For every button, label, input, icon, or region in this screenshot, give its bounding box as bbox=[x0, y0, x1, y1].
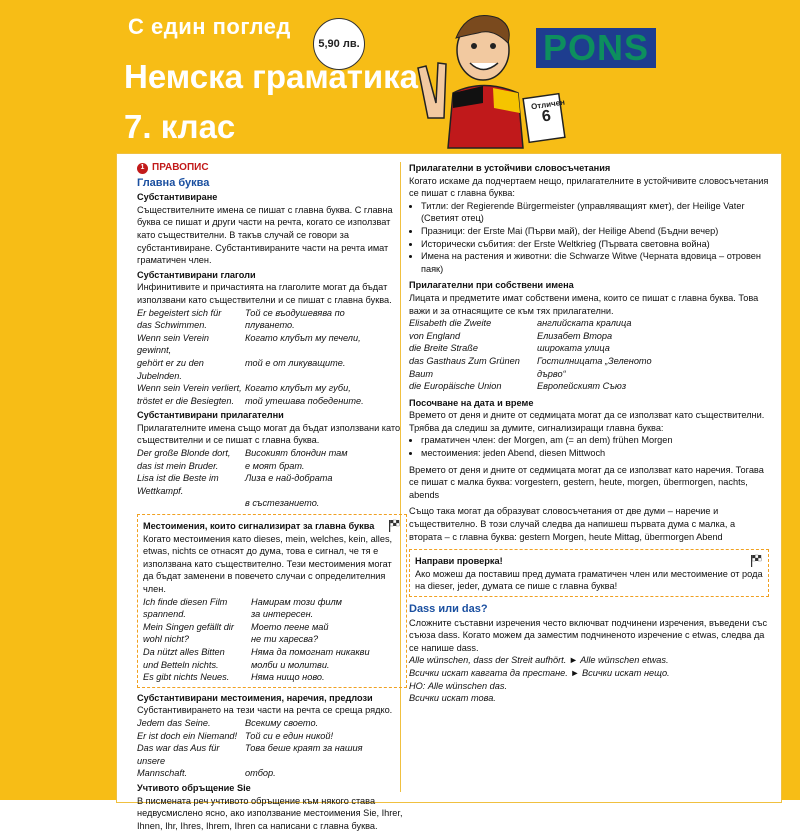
book-title: Немска граматика bbox=[124, 58, 418, 96]
example-translation: Европейският Съюз bbox=[537, 380, 769, 393]
example-translation: Когато клубът му печели, bbox=[245, 332, 407, 357]
check-box bbox=[409, 549, 769, 597]
header bbox=[0, 0, 800, 150]
example-row bbox=[137, 742, 407, 767]
example-row bbox=[137, 717, 407, 730]
example-translation: Намирам този филм bbox=[251, 596, 401, 609]
example-german: Baum bbox=[409, 368, 537, 381]
paragraph: Ако можеш да поставиш пред думата граматичен член или местоимение от рода на dieser, jeder, думата се пише с главна буква! bbox=[415, 568, 763, 593]
example-german: Da nützt alles Bitten bbox=[143, 646, 251, 659]
example-translation: английската кралица bbox=[537, 317, 769, 330]
box-title: Местоимения, които сигнализират за главна буква bbox=[143, 520, 401, 533]
example-german: Er begeistert sich für bbox=[137, 307, 245, 320]
example-translation: не ти харесва? bbox=[251, 633, 401, 646]
checkered-flag-icon bbox=[750, 554, 764, 568]
paragraph: Когато искаме да подчертаем нещо, прилагателните в устойчивите словосъчетания се пишат с главна буква: bbox=[409, 175, 769, 200]
topic-heading: Dass или das? bbox=[409, 603, 769, 616]
example-list bbox=[143, 596, 401, 684]
example-german: Er ist doch ein Niemand! bbox=[137, 730, 245, 743]
example-translation: Лиза е най-добрата bbox=[245, 472, 407, 497]
example-row bbox=[409, 380, 769, 393]
grade-card-number: 6 bbox=[541, 107, 552, 126]
example-row bbox=[409, 317, 769, 330]
example-translation: плуването. bbox=[245, 319, 407, 332]
example-translation: Няма да помогнат никакви bbox=[251, 646, 401, 659]
example-row bbox=[137, 332, 407, 357]
subheading: Субстантивирани прилагателни bbox=[137, 409, 407, 422]
example-translation: широката улица bbox=[537, 342, 769, 355]
price-badge: 5,90 лв. bbox=[313, 18, 365, 70]
example-row bbox=[143, 608, 401, 621]
example-german: das Schwimmen. bbox=[137, 319, 245, 332]
example-row bbox=[143, 621, 401, 634]
example-list bbox=[409, 317, 769, 393]
example-list bbox=[137, 307, 407, 408]
example-row bbox=[137, 447, 407, 460]
example-line: Всички искат това. bbox=[409, 692, 769, 705]
example-german: die Breite Straße bbox=[409, 342, 537, 355]
example-german: Ich finde diesen Film bbox=[143, 596, 251, 609]
paragraph: Също така могат да образуват словосъчетания от две думи – наречие и съществително. В този случай следва да напишеш първата дума с малка, а втората – с главна буква: gestern Morgen, heute Mittag, übermorgen Abend bbox=[409, 505, 769, 543]
example-translation: молби и молитви. bbox=[251, 659, 401, 672]
example-translation: Той си е един никой! bbox=[245, 730, 407, 743]
example-line: Всички искат кавгата да престане. ► Всички искат нещо. bbox=[409, 667, 769, 680]
pons-logo: PONS bbox=[536, 28, 656, 68]
example-row bbox=[143, 659, 401, 672]
example-translation: Това беше краят за нашия bbox=[245, 742, 407, 767]
example-german: und Betteln nichts. bbox=[143, 659, 251, 672]
example-german: Das war das Aus für unsere bbox=[137, 742, 245, 767]
paragraph: Времето от деня и дните от седмицата могат да се използват като наречия. Тогава се пишат с малка буква: vorgestern, gestern, heute, morgen, übermorgen, nachts, abends bbox=[409, 464, 769, 502]
example-row bbox=[137, 382, 407, 395]
paragraph: Лицата и предметите имат собствени имена, които се пишат с главна буква. Това важи и за отнасящите се към тях прилагателни. bbox=[409, 292, 769, 317]
example-row bbox=[137, 319, 407, 332]
example-row bbox=[137, 307, 407, 320]
list-item: • Празници: der Erste Mai (Първи май), der Heilige Abend (Бъдни вечер) bbox=[421, 225, 769, 238]
example-row bbox=[409, 368, 769, 381]
example-row bbox=[143, 633, 401, 646]
example-german: das ist mein Bruder. bbox=[137, 460, 245, 473]
example-german: Wenn sein Verein verliert, bbox=[137, 382, 245, 395]
example-german: wohl nicht? bbox=[143, 633, 251, 646]
example-german: Jedem das Seine. bbox=[137, 717, 245, 730]
list-item: • местоимения: jeden Abend, diesen Mittwoch bbox=[421, 447, 769, 460]
example-translation: Елизабет Втора bbox=[537, 330, 769, 343]
example-line: Alle wünschen, dass der Streit aufhört. ► Alle wünschen etwas. bbox=[409, 654, 769, 667]
section-title: ПРАВОПИС bbox=[152, 162, 209, 175]
example-translation: Моето пеене май bbox=[251, 621, 401, 634]
bullet-list bbox=[409, 200, 769, 276]
paragraph: Субстантивирането на тези части на речта се среща рядко. bbox=[137, 704, 407, 717]
example-translation: Гостилницата „Зеленото bbox=[537, 355, 769, 368]
list-item: • Титли: der Regierende Bürgermeister (управляващият кмет), der Heilige Vater (Светият отец) bbox=[421, 200, 769, 225]
subheading: Субстантивирани глаголи bbox=[137, 269, 407, 282]
subheading: Субстантивирани местоимения, наречия, предлози bbox=[137, 692, 407, 705]
list-item: • Исторически събития: der Erste Weltkrieg (Първата световна война) bbox=[421, 238, 769, 251]
example-translation: Всекиму своето. bbox=[245, 717, 407, 730]
paragraph: Инфинитивите и причастията на глаголите могат да бъдат използвани като съществителни и се пишат с главна буква. bbox=[137, 281, 407, 306]
example-translation: Той се въодушевява по bbox=[245, 307, 407, 320]
example-list bbox=[137, 717, 407, 780]
example-translation: той утешава победените. bbox=[245, 395, 407, 408]
example-german: tröstet er die Besiegten. bbox=[137, 395, 245, 408]
list-item: • Имена на растения и животни: die Schwarze Witwe (Черната вдовица – отровен паяк) bbox=[421, 250, 769, 275]
example-german: Es gibt nichts Neues. bbox=[143, 671, 251, 684]
checkered-flag-icon bbox=[388, 519, 402, 533]
subheading: Учтивото обръщение Sie bbox=[137, 782, 407, 795]
example-row bbox=[137, 460, 407, 473]
example-german: Mein Singen gefällt dir bbox=[143, 621, 251, 634]
example-row bbox=[137, 497, 407, 510]
paragraph: Прилагателните имена също могат да бъдат използвани като съществителни и се пишат с главна буква. bbox=[137, 422, 407, 447]
example-translation: е моят брат. bbox=[245, 460, 407, 473]
example-row bbox=[137, 357, 407, 382]
example-row bbox=[409, 355, 769, 368]
example-row bbox=[137, 472, 407, 497]
example-translation: Високият блондин там bbox=[245, 447, 407, 460]
paragraph: Когато местоимения като dieses, mein, welches, kein, alles, etwas, nichts се отнасят до дума, това е сигнал, че тя е използвана като съществително. Тези местоимения могат да бъдат заменени в повечето случаи с определителния член. bbox=[143, 533, 401, 596]
example-translation: дърво“ bbox=[537, 368, 769, 381]
example-german: gehört er zu den Jubelnden. bbox=[137, 357, 245, 382]
example-line: НО: Alle wünschen das. bbox=[409, 680, 769, 693]
paragraph: Съществителните имена се пишат с главна буква. С главна буква се пишат и други части на речта, когато се използват като съществителни. В такъв случай се говори за субстантивиране. Субстантивираните части на речта имат граматичен член. bbox=[137, 204, 407, 267]
example-german: Wenn sein Verein gewinnt, bbox=[137, 332, 245, 357]
example-row bbox=[137, 730, 407, 743]
example-german bbox=[137, 497, 245, 510]
example-row bbox=[143, 646, 401, 659]
example-row bbox=[409, 330, 769, 343]
paragraph: В писмената реч учтивото обръщение към някого става недвусмислено ясно, ако използвание местоимения Sie, Ihrer, Ihnen, Ihr, Ihres, Ihrem, Ihren са написани с главна буква. bbox=[137, 795, 407, 832]
book-grade: 7. клас bbox=[124, 108, 235, 146]
example-german: Mannschaft. bbox=[137, 767, 245, 780]
subheading: Субстантивиране bbox=[137, 191, 407, 204]
example-translation: отбор. bbox=[245, 767, 407, 780]
example-translation: той е от ликуващите. bbox=[245, 357, 407, 382]
example-row bbox=[409, 342, 769, 355]
series-subtitle: С един поглед bbox=[128, 14, 291, 40]
example-translation: Когато клубът му губи, bbox=[245, 382, 407, 395]
paragraph: Времето от деня и дните от седмицата могат да се използват като съществителни. Трябва да следиш за думите, сигнализиращи главна буква: bbox=[409, 409, 769, 434]
example-list bbox=[137, 447, 407, 510]
section-number: 1 bbox=[137, 163, 148, 174]
bullet-list bbox=[409, 434, 769, 459]
example-german: spannend. bbox=[143, 608, 251, 621]
example-german: das Gasthaus Zum Grünen bbox=[409, 355, 537, 368]
right-column bbox=[409, 160, 769, 705]
example-german: Der große Blonde dort, bbox=[137, 447, 245, 460]
box-title: Направи проверка! bbox=[415, 555, 763, 568]
example-lines bbox=[409, 654, 769, 704]
example-translation: Няма нищо ново. bbox=[251, 671, 401, 684]
example-german: Elisabeth die Zweite bbox=[409, 317, 537, 330]
list-item: • граматичен член: der Morgen, am (= an dem) frühen Morgen bbox=[421, 434, 769, 447]
grade-card-label: Отличен bbox=[531, 98, 566, 112]
paragraph: Сложните съставни изречения често включват подчинени изречения, въведени със съюза dass. Когато можем да заместим подчиненото изречение с etwas, следва да се напише dass. bbox=[409, 617, 769, 655]
example-row bbox=[143, 671, 401, 684]
content-panel bbox=[116, 153, 782, 803]
topic-heading: Главна буква bbox=[137, 177, 407, 190]
section-header bbox=[137, 162, 407, 175]
example-translation: в състезанието. bbox=[245, 497, 407, 510]
example-row bbox=[143, 596, 401, 609]
subheading: Прилагателни при собствени имена bbox=[409, 279, 769, 292]
example-german: von England bbox=[409, 330, 537, 343]
subheading: Посочване на дата и време bbox=[409, 397, 769, 410]
example-german: Lisa ist die Beste im Wettkampf. bbox=[137, 472, 245, 497]
example-german: die Europäische Union bbox=[409, 380, 537, 393]
left-column bbox=[137, 160, 407, 832]
info-box bbox=[137, 514, 407, 688]
example-row bbox=[137, 395, 407, 408]
example-row bbox=[137, 767, 407, 780]
example-translation: за интересен. bbox=[251, 608, 401, 621]
subheading: Прилагатeлни в устойчиви словосъчетания bbox=[409, 162, 769, 175]
